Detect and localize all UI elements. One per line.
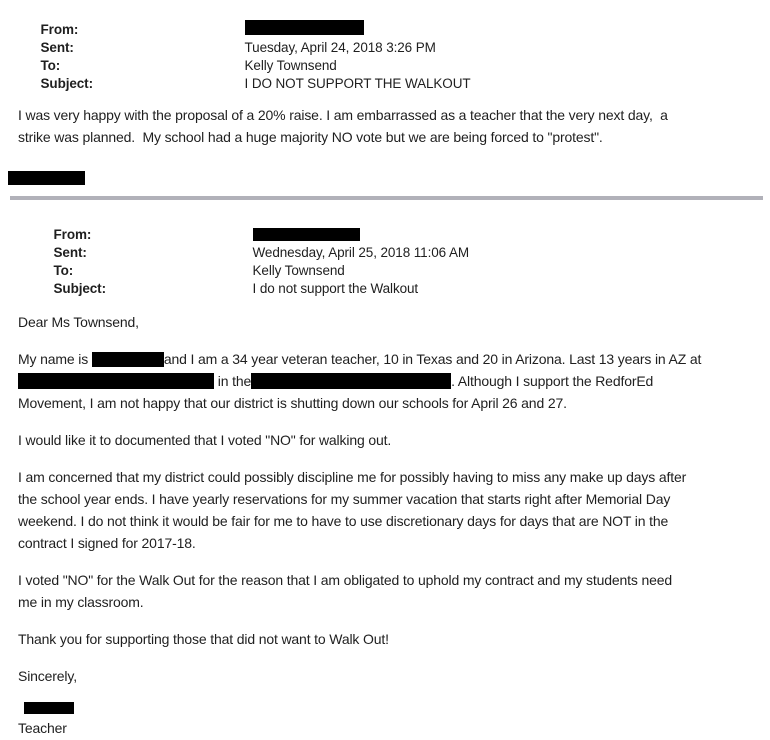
email2-from-row [31, 208, 770, 242]
body-text: . Although I support the RedforEd [451, 373, 654, 389]
signature-block [18, 702, 770, 739]
email1-from-row [18, 3, 770, 37]
body-text: and I am a 34 year veteran teacher, 10 in Texas and 20 in Arizona. Last 13 years in AZ at [163, 351, 702, 367]
paragraph-thanks [18, 628, 770, 650]
body-line: weekend. I do not think it would be fair for me to have to use discretionary days for days that are NOT in the [18, 513, 669, 529]
paragraph-concern [18, 466, 770, 554]
sent-value: Wednesday, April 25, 2018 11:06 AM [252, 245, 470, 260]
paragraph-documented [18, 429, 770, 451]
paragraph-voted-no [18, 569, 770, 613]
email1-body [18, 104, 770, 148]
redaction-bar-name [92, 352, 164, 367]
to-value: Kelly Townsend [244, 58, 337, 73]
redaction-bar-district [251, 373, 451, 389]
body-text: in the [214, 373, 252, 389]
to-value: Kelly Townsend [252, 263, 345, 278]
body-line: contract I signed for 2017-18. [18, 535, 196, 551]
redaction-bar-signature [8, 171, 85, 185]
sent-label: Sent: [53, 245, 87, 260]
to-label: To: [53, 263, 74, 278]
email1-header [18, 3, 770, 91]
body-text: My name is [18, 351, 92, 367]
subject-label: Subject: [40, 76, 93, 91]
subject-label: Subject: [53, 281, 106, 296]
body-line: I was very happy with the proposal of a 20% raise. I am embarrassed as a teacher that the very next day, a [18, 107, 668, 123]
sent-value: Tuesday, April 24, 2018 3:26 PM [244, 40, 436, 55]
subject-value: I DO NOT SUPPORT THE WALKOUT [244, 76, 471, 91]
redaction-bar-from [245, 20, 364, 35]
salutation [18, 311, 770, 333]
email-divider [10, 196, 763, 200]
redaction-bar-school [18, 373, 214, 389]
body-line: I voted "NO" for the Walk Out for the reason that I am obligated to uphold my contract and my students need [18, 572, 673, 588]
body-line: strike was planned. My school had a huge majority NO vote but we are being forced to "protest". [18, 129, 603, 145]
redaction-bar-signature [24, 702, 74, 714]
body-line [18, 370, 770, 392]
email2-body [18, 311, 770, 739]
from-label: From: [53, 227, 92, 242]
subject-value: I do not support the Walkout [252, 281, 419, 296]
email2-header [18, 208, 770, 296]
body-line [18, 348, 770, 370]
signature-role: Teacher [18, 720, 67, 736]
body-line: I would like it to documented that I voted "NO" for walking out. [18, 432, 392, 448]
from-label: From: [40, 22, 79, 37]
body-line: Movement, I am not happy that our district is shutting down our schools for April 26 and 27. [18, 395, 567, 411]
redaction-bar-from [253, 228, 360, 241]
sent-label: Sent: [40, 40, 74, 55]
body-line: Sincerely, [18, 668, 77, 684]
paragraph-intro [18, 348, 770, 414]
body-line: I am concerned that my district could possibly discipline me for possibly having to miss any make up days after [18, 469, 687, 485]
body-line: Thank you for supporting those that did not want to Walk Out! [18, 631, 389, 647]
body-line: me in my classroom. [18, 594, 144, 610]
body-line: Dear Ms Townsend, [18, 314, 139, 330]
body-line: the school year ends. I have yearly reservations for my summer vacation that starts right after Memorial Day [18, 491, 671, 507]
closing [18, 665, 770, 687]
to-label: To: [40, 58, 61, 73]
